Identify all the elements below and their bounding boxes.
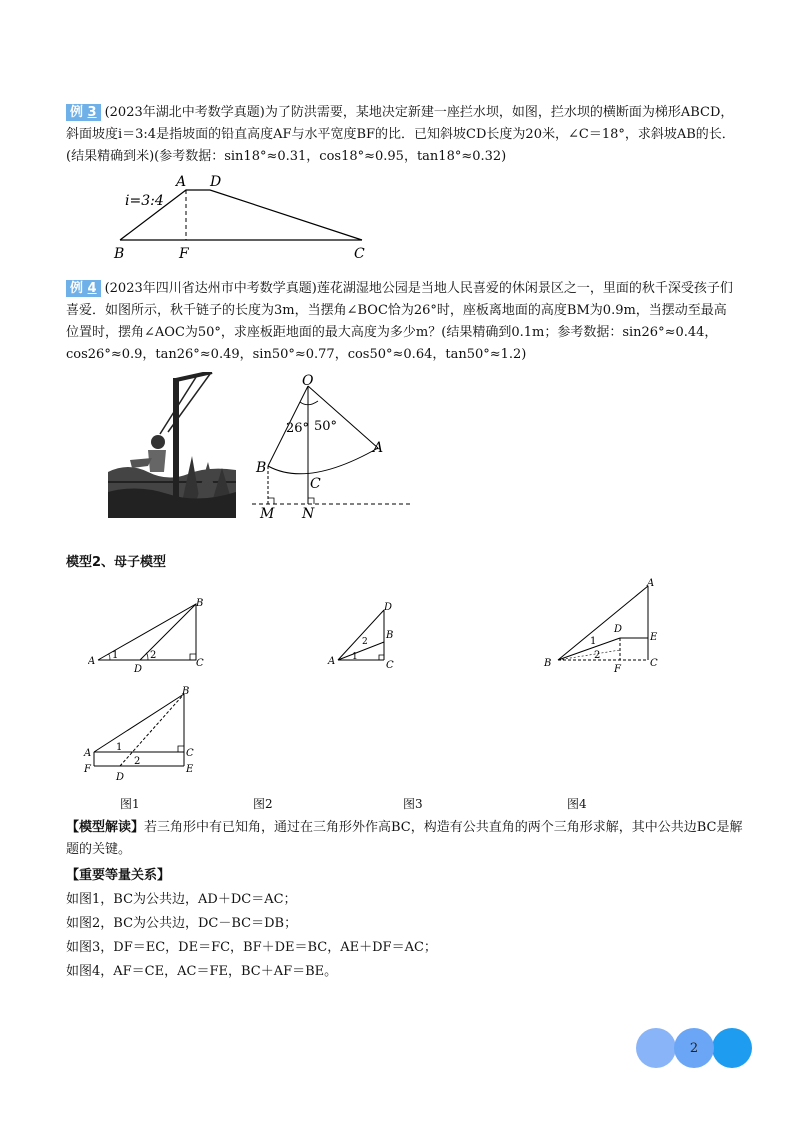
label-D: D (384, 602, 393, 613)
label-A: A (84, 748, 92, 759)
dam-figure (110, 172, 380, 264)
label-B: B (196, 598, 204, 609)
label-O: O (302, 373, 314, 389)
example-4 (66, 278, 736, 366)
label-A: A (373, 440, 384, 456)
svg-text:2: 2 (362, 637, 368, 647)
caption-fig3: 图3 (403, 797, 423, 811)
example-tag: 例 4 (66, 280, 101, 297)
relation-3: 如图3，DF＝EC，DE＝FC，BF＋DE＝BC，AE＋DF＝AC； (66, 940, 437, 955)
label-B: B (114, 246, 125, 262)
caption-fig2: 图2 (253, 797, 273, 811)
reading-text: 若三角形中有已知角，通过在三角形外作高BC，构造有公共直角的两个三角形求解，其中公共边BC是解题的关键。 (66, 820, 743, 857)
example-4-text: (2023年四川省达州市中考数学真题)莲花湖湿地公园是当地人民喜爱的休闲景区之一，里面的秋千深受孩子们喜爱．如图所示，秋千链子的长度为3m，当摆角∠BOC恰为26°时，座板离地面的高度BM为0.9m，当摆动至最高位置时，摆角∠AOC为50°，求座板距地面的最大高度为多少m？(结果精确到0.1m；参考数据：sin26°≈0.44，cos26°≈0.9，tan26°≈0.49，sin50°≈0.77，cos50°≈0.64，tan50°≈1.2) (66, 281, 733, 362)
model-figure-1 (88, 596, 208, 676)
page-decor-circle (636, 1028, 676, 1068)
svg-text:1: 1 (352, 652, 358, 662)
model-reading (66, 817, 746, 861)
label-M: M (260, 506, 275, 522)
label-D: D (614, 624, 623, 635)
swing-illustration (108, 372, 236, 518)
label-A: A (88, 656, 96, 667)
svg-text:2: 2 (150, 650, 157, 661)
reading-title: 【模型解读】 (66, 820, 145, 835)
label-A: A (176, 174, 187, 190)
label-C: C (186, 748, 194, 759)
svg-text:2: 2 (134, 756, 141, 767)
label-F: F (614, 664, 621, 674)
example-3 (66, 102, 736, 168)
angle-26: 26° (286, 421, 310, 436)
page-number: 2 (689, 1040, 699, 1056)
slope-label: i=3:4 (125, 193, 164, 209)
label-D: D (116, 772, 125, 782)
label-B: B (544, 658, 552, 669)
label-D: D (134, 664, 143, 675)
caption-fig1: 图1 (120, 797, 140, 811)
label-F: F (84, 764, 91, 775)
svg-text:2: 2 (594, 650, 601, 661)
relation-2: 如图2，BC为公共边，DC－BC＝DB； (66, 916, 298, 931)
relations-title: 【重要等量关系】 (66, 868, 171, 883)
svg-text:1: 1 (590, 636, 597, 647)
label-E: E (186, 764, 194, 775)
svg-text:1: 1 (116, 742, 123, 753)
label-C: C (386, 660, 394, 671)
label-N: N (302, 506, 315, 522)
label-A: A (647, 578, 655, 589)
label-B: B (256, 460, 267, 476)
swing-diagram (252, 372, 417, 522)
label-E: E (650, 632, 658, 643)
page-decor-circle (712, 1028, 752, 1068)
label-F: F (179, 246, 189, 262)
label-C: C (354, 246, 365, 262)
label-C: C (310, 476, 321, 492)
angle-50: 50° (314, 419, 338, 434)
label-B: B (182, 686, 190, 697)
relation-1: 如图1，BC为公共边，AD＋DC＝AC； (66, 892, 297, 907)
model-figure-3 (540, 576, 665, 674)
label-A: A (328, 656, 336, 667)
caption-fig4: 图4 (567, 797, 587, 811)
model-figure-2 (324, 598, 404, 673)
example-tag: 例 3 (66, 104, 101, 121)
page-number-badge (674, 1028, 714, 1068)
label-C: C (196, 658, 204, 669)
label-B: B (386, 630, 394, 641)
model-heading: 模型2、母子模型 (66, 555, 167, 570)
label-C: C (650, 658, 658, 669)
example-3-text: (2023年湖北中考数学真题)为了防洪需要，某地决定新建一座拦水坝，如图，拦水坝的横断面为梯形ABCD，斜面坡度i＝3:4是指坡面的铅直高度AF与水平宽度BF的比．已知斜坡CD长度为20米，∠C＝18°，求斜坡AB的长．(结果精确到米)(参考数据：sin18°≈0.31，cos18°≈0.95，tan18°≈0.32) (66, 105, 735, 164)
model-figure-4 (80, 682, 200, 782)
svg-text:1: 1 (112, 650, 119, 661)
relation-4: 如图4，AF＝CE，AC＝FE，BC＋AF＝BE。 (66, 964, 338, 979)
label-D: D (210, 174, 222, 190)
